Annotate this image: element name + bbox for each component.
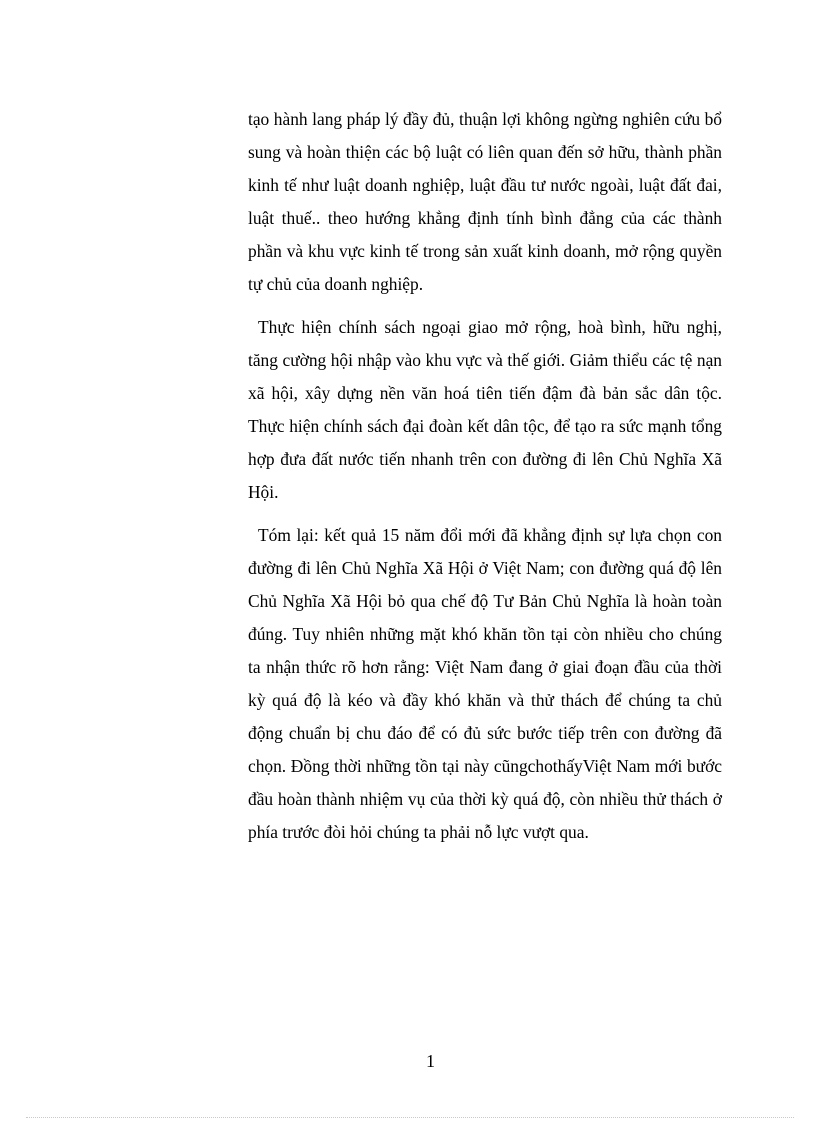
paragraph-foreign-policy: Thực hiện chính sách ngoại giao mở rộng, hoà bình, hữu nghị, tăng cường hội nhập vào khu vực và thế giới. Giảm thiểu các tệ nạn xã hội, xây dựng nền văn hoá tiên tiến đậm đà bản sắc dân tộc. Thực hiện chính sách đại đoàn kết dân tộc, để tạo ra sức mạnh tổng hợp đưa đất nước tiến nhanh trên con đường đi lên Chủ Nghĩa Xã Hội. [248,317,722,502]
document-body [248,103,722,849]
page-bottom-border [26,1117,794,1118]
paragraph-conclusion: Tóm lại: kết quả 15 năm đổi mới đã khẳng định sự lựa chọn con đường đi lên Chủ Nghĩa Xã Hội ở Việt Nam; con đường quá độ lên Chủ Nghĩa Xã Hội bỏ qua chế độ Tư Bản Chủ Nghĩa là hoàn toàn đúng. Tuy nhiên những mặt khó khăn tồn tại còn nhiều cho chúng ta nhận thức rõ hơn rằng: Việt Nam đang ở giai đoạn đầu của thời kỳ quá độ là kéo và đầy khó khăn và thử thách để chúng ta chủ động chuẩn bị chu đáo để có đủ sức bước tiếp trên con đường đã chọn. Đồng thời những tồn tại này cũngchothấyViệt Nam mới bước đầu hoàn thành nhiệm vụ của thời kỳ quá độ, còn nhiều thử thách ở phía trước đòi hỏi chúng ta phải nỗ lực vượt qua. [248,525,722,842]
page-number: 1 [426,1051,435,1071]
paragraph-continuation: tạo hành lang pháp lý đầy đủ, thuận lợi không ngừng nghiên cứu bổ sung và hoàn thiện các bộ luật có liên quan đến sở hữu, thành phần kinh tế như luật doanh nghiệp, luật đầu tư nước ngoài, luật đất đai, luật thuế.. theo hướng khẳng định tính bình đẳng của các thành phần và khu vực kinh tế trong sản xuất kinh doanh, mở rộng quyền tự chủ của doanh nghiệp. [248,109,722,294]
